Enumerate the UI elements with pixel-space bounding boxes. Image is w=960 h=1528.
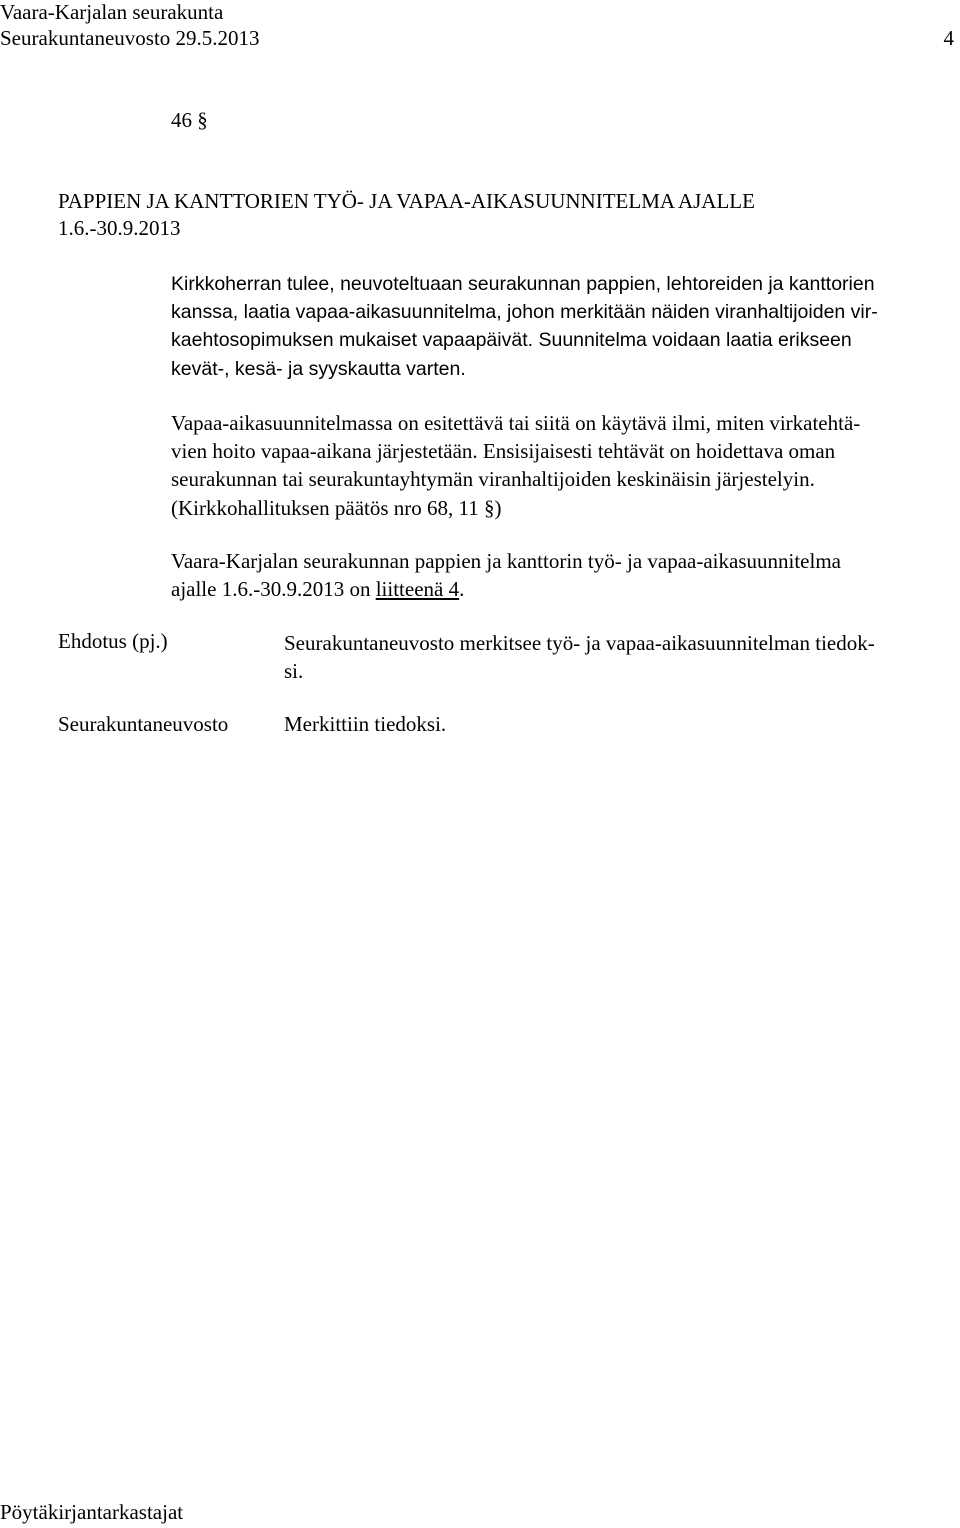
page-number: 4: [943, 26, 954, 50]
proposal-text: [284, 629, 875, 685]
attachment-prefix: ajalle 1.6.-30.9.2013 on: [171, 577, 376, 602]
meeting-date: Seurakuntaneuvosto 29.5.2013: [0, 26, 260, 50]
paragraph-planning-duty: [171, 270, 941, 383]
proposal-line: si.: [284, 659, 304, 684]
section-title-line-2: 1.6.-30.9.2013: [58, 216, 181, 240]
paragraph-line: Vapaa-aikasuunnitelmassa on esitettävä tai siitä on käytävä ilmi, miten virkatehtä-: [171, 411, 861, 435]
paragraph-line: kaehtosopimuksen mukaiset vapaapäivät. Suunnitelma voidaan laatia erikseen: [171, 329, 852, 352]
attachment-suffix: .: [459, 577, 465, 602]
proposal-line: Seurakuntaneuvosto merkitsee työ- ja vapaa-aikasuunnitelman tiedok-: [284, 631, 875, 655]
decision-label: Seurakuntaneuvosto: [58, 712, 229, 736]
paragraph-line: vien hoito vapaa-aikana järjestetään. Ensisijaisesti tehtävät on hoidettava oman: [171, 439, 836, 464]
section-title-line-1: PAPPIEN JA KANTTORIEN TYÖ- JA VAPAA-AIKASUUNNITELMA AJALLE: [58, 189, 755, 213]
paragraph-line: [171, 575, 941, 603]
proposal-label: Ehdotus (pj.): [58, 629, 168, 653]
paragraph-line: (Kirkkohallituksen päätös nro 68, 11 §): [171, 495, 502, 520]
paragraph-line: kevät-, kesä- ja syyskautta varten.: [171, 357, 466, 380]
paragraph-line: Vaara-Karjalan seurakunnan pappien ja kanttorin työ- ja vapaa-aikasuunnitelma: [171, 549, 841, 573]
decision-text: Merkittiin tiedoksi.: [284, 712, 447, 736]
paragraph-line: kanssa, laatia vapaa-aikasuunnitelma, johon merkitään näiden viranhaltijoiden vir-: [171, 301, 878, 324]
paragraph-duties-arrangement: [171, 409, 941, 522]
attachment-link[interactable]: liitteenä 4: [375, 577, 460, 602]
organization-name: Vaara-Karjalan seurakunta: [0, 0, 224, 24]
section-number: 46 §: [171, 108, 208, 132]
paragraph-line: Kirkkoherran tulee, neuvoteltuaan seurakunnan pappien, lehtoreiden ja kanttorien: [171, 273, 875, 295]
footer-reviewers: Pöytäkirjantarkastajat: [0, 1500, 184, 1524]
paragraph-line: seurakunnan tai seurakuntayhtymän viranhaltijoiden keskinäisin järjestelyin.: [171, 467, 815, 492]
paragraph-attachment: [171, 547, 941, 603]
